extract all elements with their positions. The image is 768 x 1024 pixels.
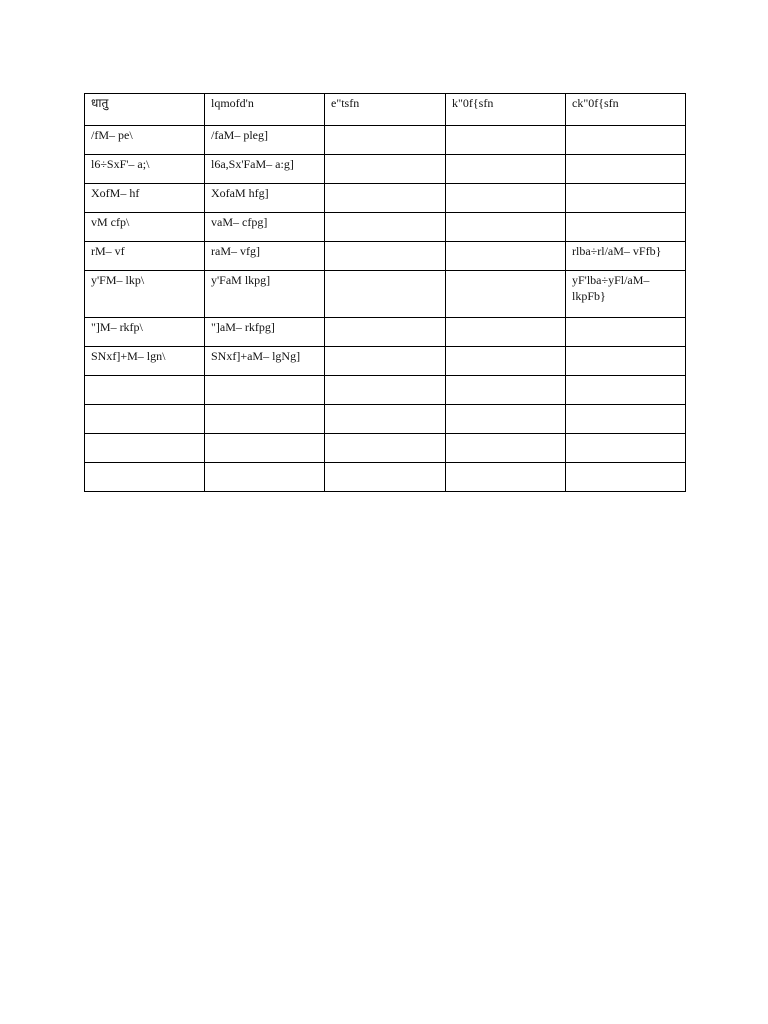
verb-conjugation-table (84, 93, 686, 492)
table-cell (446, 242, 566, 271)
table-row (85, 242, 686, 271)
table-row (85, 184, 686, 213)
table-cell (205, 405, 325, 434)
table-cell (566, 463, 686, 492)
table-cell (446, 405, 566, 434)
table-cell (446, 318, 566, 347)
table-cell: vM cfp\ (85, 213, 205, 242)
table-cell (85, 434, 205, 463)
table-cell (446, 271, 566, 318)
table-row (85, 347, 686, 376)
table-cell: rM– vf (85, 242, 205, 271)
table-header-row (85, 94, 686, 126)
table-cell: raM– vfg] (205, 242, 325, 271)
table-cell (566, 347, 686, 376)
table-cell (205, 376, 325, 405)
table-cell (205, 434, 325, 463)
table-row (85, 213, 686, 242)
table-cell (446, 376, 566, 405)
table-cell (566, 376, 686, 405)
table-cell: y'FaM lkpg] (205, 271, 325, 318)
table-cell (85, 463, 205, 492)
header-cell-col5: ck"0f{sfn (566, 94, 686, 126)
table-cell: /faM– pleg] (205, 126, 325, 155)
table-cell (85, 405, 205, 434)
table-cell: y'FM– lkp\ (85, 271, 205, 318)
table-cell (325, 155, 446, 184)
table-cell (446, 213, 566, 242)
table-cell: "]M– rkfp\ (85, 318, 205, 347)
table-row (85, 376, 686, 405)
table-cell (446, 463, 566, 492)
table-row (85, 126, 686, 155)
table-cell: l6a,Sx'FaM– a:g] (205, 155, 325, 184)
table-cell: yF'lba÷yFl/aM– lkpFb} (566, 271, 686, 318)
table-cell (325, 126, 446, 155)
table-row (85, 463, 686, 492)
table-cell (446, 347, 566, 376)
table-cell: XofaM hfg] (205, 184, 325, 213)
table-cell (325, 318, 446, 347)
table-cell (325, 463, 446, 492)
table-row (85, 434, 686, 463)
table-cell (446, 126, 566, 155)
table-cell: l6÷SxF'– a;\ (85, 155, 205, 184)
table-cell (566, 126, 686, 155)
table-cell (325, 434, 446, 463)
table-cell (566, 434, 686, 463)
table-cell: "]aM– rkfpg] (205, 318, 325, 347)
header-cell-col3: e"tsfn (325, 94, 446, 126)
table-cell (325, 405, 446, 434)
table-cell (566, 213, 686, 242)
table-cell (446, 155, 566, 184)
table-cell (325, 184, 446, 213)
table-cell (325, 376, 446, 405)
table-row (85, 271, 686, 318)
table-cell (325, 347, 446, 376)
table-row (85, 318, 686, 347)
table-row (85, 405, 686, 434)
table-cell (325, 242, 446, 271)
table-cell: rlba÷rl/aM– vFfb} (566, 242, 686, 271)
table-cell: SNxf]+M– lgn\ (85, 347, 205, 376)
table-cell (85, 376, 205, 405)
header-cell-col2: lqmofd'n (205, 94, 325, 126)
table-cell (325, 271, 446, 318)
table-cell (325, 213, 446, 242)
table-cell: XofM– hf (85, 184, 205, 213)
table-row (85, 155, 686, 184)
table-cell (205, 463, 325, 492)
table-cell (566, 318, 686, 347)
table-cell (566, 155, 686, 184)
table-cell (446, 184, 566, 213)
table-cell (446, 434, 566, 463)
table-cell: SNxf]+aM– lgNg] (205, 347, 325, 376)
table-cell: /fM– pe\ (85, 126, 205, 155)
table-cell (566, 184, 686, 213)
header-cell-root: धातु (85, 94, 205, 126)
table-cell: vaM– cfpg] (205, 213, 325, 242)
table-cell (566, 405, 686, 434)
header-cell-col4: k"0f{sfn (446, 94, 566, 126)
